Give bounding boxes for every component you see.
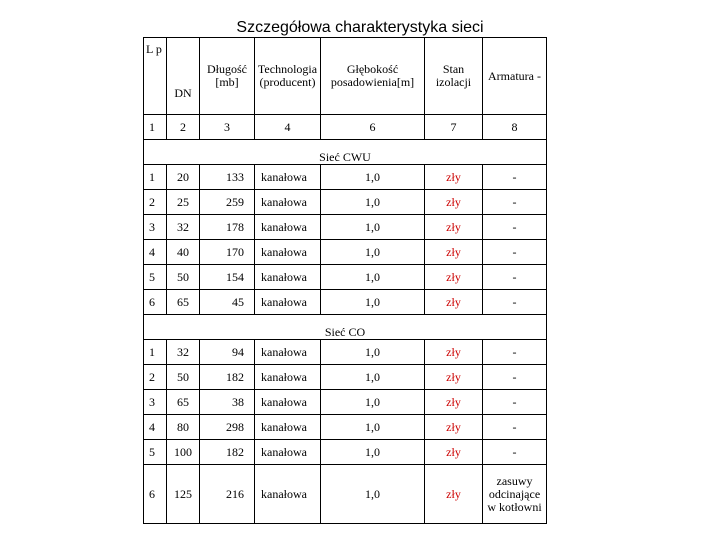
insulation-cell: zły [425,465,483,524]
column-number: 6 [321,115,425,140]
table-row [144,290,547,315]
header-dlugosc: Długość [mb] [200,38,255,115]
table-row [144,440,547,465]
insulation-cell: zły [425,290,483,315]
technology-cell: kanałowa [255,215,321,240]
fittings-cell: - [483,365,547,390]
table-row [144,465,547,524]
section-title: Sieć CO [144,315,547,340]
lp-cell: 1 [144,165,167,190]
fittings-cell: - [483,290,547,315]
technology-cell: kanałowa [255,465,321,524]
depth-cell: 1,0 [321,265,425,290]
fittings-cell: zasuwy odcinające w kotłowni [483,465,547,524]
column-number-row [144,115,547,140]
table-row [144,165,547,190]
lp-cell: 5 [144,440,167,465]
table-row [144,415,547,440]
technology-cell: kanałowa [255,290,321,315]
lp-cell: 6 [144,465,167,524]
insulation-cell: zły [425,165,483,190]
insulation-cell: zły [425,415,483,440]
header-technologia: Technologia (producent) [255,38,321,115]
table-row [144,265,547,290]
header-dn: DN [167,38,200,115]
lp-cell: 3 [144,390,167,415]
fittings-cell: - [483,265,547,290]
column-number: 7 [425,115,483,140]
lp-cell: 4 [144,240,167,265]
length-cell: 133 [200,165,255,190]
length-cell: 178 [200,215,255,240]
length-cell: 182 [200,440,255,465]
depth-cell: 1,0 [321,190,425,215]
column-number: 4 [255,115,321,140]
technology-cell: kanałowa [255,440,321,465]
lp-cell: 2 [144,190,167,215]
header-row [144,38,547,115]
length-cell: 45 [200,290,255,315]
technology-cell: kanałowa [255,240,321,265]
insulation-cell: zły [425,265,483,290]
dn-cell: 32 [167,215,200,240]
depth-cell: 1,0 [321,215,425,240]
dn-cell: 25 [167,190,200,215]
fittings-cell: - [483,190,547,215]
depth-cell: 1,0 [321,240,425,265]
technology-cell: kanałowa [255,340,321,365]
column-number: 8 [483,115,547,140]
table-row [144,240,547,265]
depth-cell: 1,0 [321,465,425,524]
dn-cell: 65 [167,290,200,315]
dn-cell: 32 [167,340,200,365]
dn-cell: 50 [167,365,200,390]
insulation-cell: zły [425,240,483,265]
table-row [144,365,547,390]
depth-cell: 1,0 [321,165,425,190]
depth-cell: 1,0 [321,340,425,365]
dn-cell: 80 [167,415,200,440]
fittings-cell: - [483,390,547,415]
column-number: 2 [167,115,200,140]
technology-cell: kanałowa [255,190,321,215]
table-body [144,140,547,524]
column-number: 3 [200,115,255,140]
insulation-cell: zły [425,390,483,415]
fittings-cell: - [483,340,547,365]
lp-cell: 1 [144,340,167,365]
length-cell: 170 [200,240,255,265]
header-lp: L p [144,38,167,115]
technology-cell: kanałowa [255,265,321,290]
insulation-cell: zły [425,340,483,365]
lp-cell: 3 [144,215,167,240]
length-cell: 154 [200,265,255,290]
column-number: 1 [144,115,167,140]
length-cell: 216 [200,465,255,524]
insulation-cell: zły [425,365,483,390]
insulation-cell: zły [425,440,483,465]
technology-cell: kanałowa [255,165,321,190]
length-cell: 38 [200,390,255,415]
length-cell: 182 [200,365,255,390]
insulation-cell: zły [425,215,483,240]
dn-cell: 65 [167,390,200,415]
dn-cell: 50 [167,265,200,290]
depth-cell: 1,0 [321,415,425,440]
table-row [144,215,547,240]
length-cell: 298 [200,415,255,440]
lp-cell: 2 [144,365,167,390]
dn-cell: 100 [167,440,200,465]
dn-cell: 125 [167,465,200,524]
depth-cell: 1,0 [321,290,425,315]
lp-cell: 6 [144,290,167,315]
fittings-cell: - [483,415,547,440]
fittings-cell: - [483,440,547,465]
lp-cell: 4 [144,415,167,440]
dn-cell: 40 [167,240,200,265]
technology-cell: kanałowa [255,415,321,440]
network-table [143,37,547,524]
technology-cell: kanałowa [255,390,321,415]
table-row [144,390,547,415]
fittings-cell: - [483,240,547,265]
dn-cell: 20 [167,165,200,190]
header-stan-izolacji: Stan izolacji [425,38,483,115]
depth-cell: 1,0 [321,440,425,465]
technology-cell: kanałowa [255,365,321,390]
page-title: Szczegółowa charakterystyka sieci [236,19,484,36]
lp-cell: 5 [144,265,167,290]
fittings-cell: - [483,165,547,190]
section-row [144,140,547,165]
table-row [144,190,547,215]
table-row [144,340,547,365]
fittings-cell: - [483,215,547,240]
header-glebokosc: Głębokość posadowienia[m] [321,38,425,115]
section-title: Sieć CWU [144,140,547,165]
section-row [144,315,547,340]
insulation-cell: zły [425,190,483,215]
length-cell: 94 [200,340,255,365]
header-armatura: Armatura - [483,38,547,115]
length-cell: 259 [200,190,255,215]
depth-cell: 1,0 [321,365,425,390]
depth-cell: 1,0 [321,390,425,415]
